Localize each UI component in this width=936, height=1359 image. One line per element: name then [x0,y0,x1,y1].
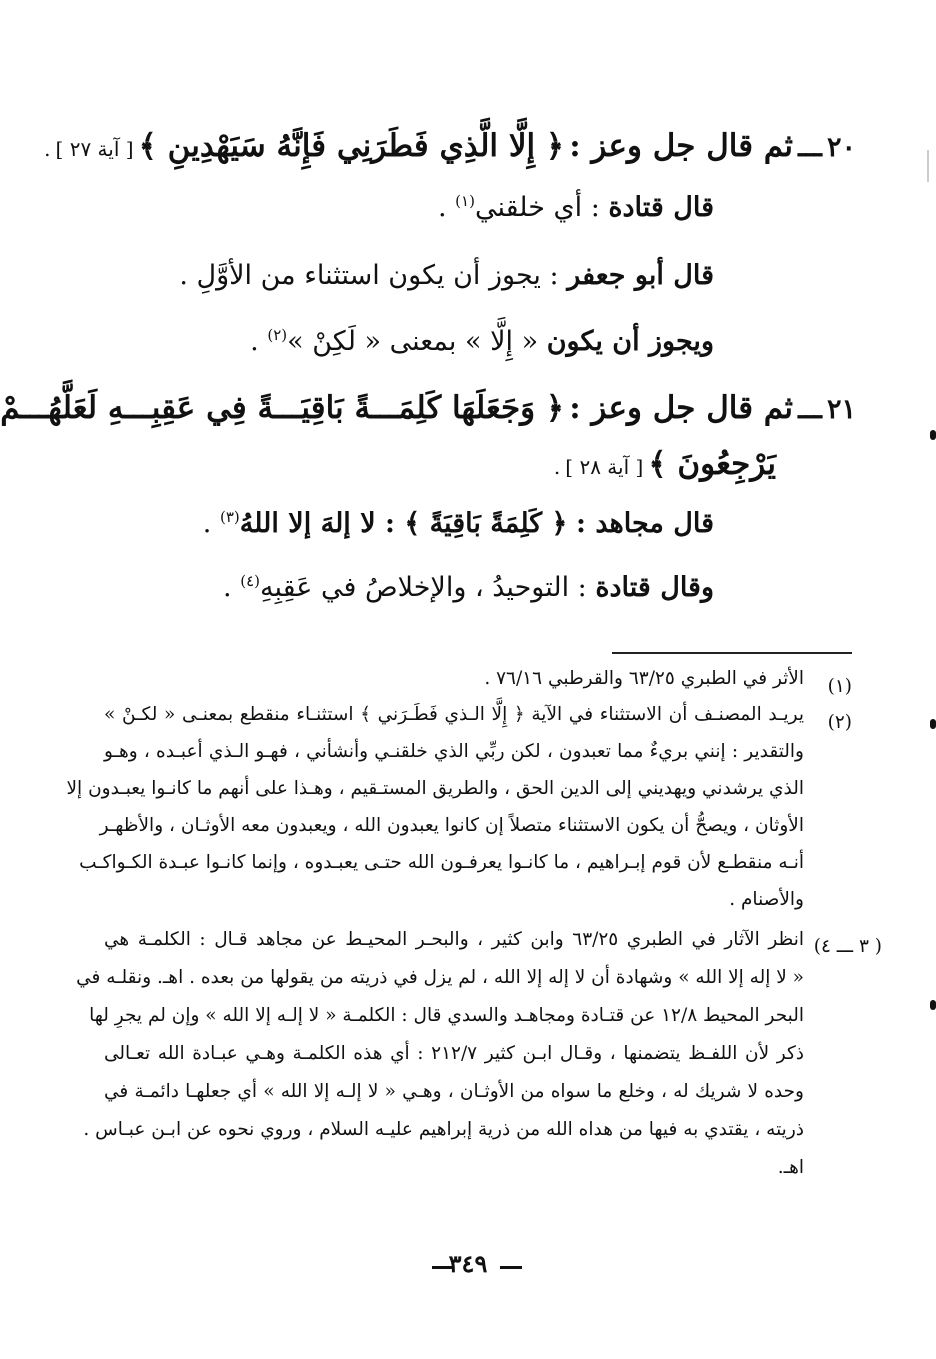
statement: ﴿ كَلِمَةً بَاقِيَةً ﴾ : لا إلهَ إلا اللهُ [239,508,568,539]
footnote-3-4-line: ذكر لأن اللفـظ يتضمنها ، وقـال ابـن كثير ٢١٢/٧ : أي هذه الكلمـة وهـي عبـادة الله تعـالى [104,1043,805,1064]
statement: « إِلَّا » بمعنى « لَكِنْ » [287,326,539,357]
speaker: قال أبو جعفر [567,260,714,291]
footnote-2-line: أنـه منقطـع لأن قوم إبـراهيم ، ما كانـوا يعرفـون الله حتـى يعبـدوه ، وإنما كانـوا عبـدة الكـواكـب [79,852,804,873]
speaker: وقال قتادة [595,572,714,603]
quran-verse-cont: يَرْجِعُونَ ﴾ [648,446,776,482]
footnote-ref: (٣) [219,508,240,526]
entry-20-heading [44,128,856,164]
entry-21-heading [0,390,856,426]
entry-21-line-2 [223,572,714,603]
entry-20-line-2 [179,260,714,291]
footnote-3-4-line: اهـ. [777,1157,804,1178]
binding-hole-mark [930,430,936,440]
footnote-3-4-line: « لا إله إلا الله » وشهادة أن لا إله إلا الله ، لم يزل في ذريته من يقولها من بعده . اهـ. ونقلـه في [76,967,804,988]
footnote-1-line: الأثر في الطبري ٦٣/٢٥ والقرطبي ٧٦/١٦ . [484,668,804,689]
entry-21-heading-cont [554,446,776,482]
sentence-end: . [44,137,51,161]
page-number-dash-right [500,1266,522,1269]
entry-21-line-1 [203,508,714,539]
footnote-separator [612,652,852,654]
sentence-end: . [250,326,259,357]
quran-verse: ﴿ وَجَعَلَهَا كَلِمَـــةً بَاقِيَـــةً فِي عَقِبِـــهِ لَعَلَّهُـــمْ [0,390,565,426]
footnote-3-4-line: ذريته ، يقتدي به فيها من هداه الله من ذرية إبراهيم عليـه السلام ، وروي نحوه عن ابـن عبـاس . [83,1119,804,1140]
footnote-ref: (٤) [240,572,261,590]
speaker: قال مجاهد : [575,508,714,539]
binding-hole-mark [930,1000,936,1010]
footnote-2-line: والتقدير : إنني بريءٌ مما تعبدون ، لكن ربِّي الذي خلقنـي وأنشأني ، فهـو الـذي أعبـده ، وهـو [104,741,804,762]
entry-dash: ـــ [798,394,822,425]
verse-reference: [ آية ٢٨ ] [565,455,644,479]
footnote-2-line: يريـد المصنـف أن الاستثناء في الآية ﴿ إِلَّا الـذي فَطَـرَني ﴾ استثنـاء منقطع بمعنـى « لكـنْ » [104,704,804,725]
entry-number: ٢١ [826,394,856,425]
sentence-end: . [553,455,561,479]
quran-verse: ﴿ إِلَّا الَّذِي فَطَرَنِي فَإِنَّهُ سَيَهْدِينِ ﴾ [138,128,565,164]
scan-edge-mark [927,150,929,182]
sentence-end: . [437,192,447,223]
footnote-3-4-line: وحده لا شريك له ، وخلع ما سواه من الأوثـان ، وهـي « لا إلـه إلا الله » أي جعلهـا دائمـة في [104,1081,804,1102]
entry-intro: ثم قال جل وعز : [569,390,794,426]
binding-hole-mark [930,719,936,729]
entry-dash: ـــ [798,132,822,163]
footnote-ref: (١) [455,192,475,210]
footnote-2-line: الذي يرشدني ويهديني إلى الدين الحق ، والطريق المستـقيم ، وهـذا على أنهم ما كانـوا يعبـدون إلا [66,778,804,799]
footnote-3-4-line: انظر الآثار في الطبري ٦٣/٢٥ وابن كثير ، والبحـر المحيـط عن مجاهد قـال : الكلمـة هي [104,929,804,950]
sentence-end: . [223,572,232,603]
sentence-end: . [202,508,212,539]
page-number: ٣٤٩ [448,1249,488,1278]
footnote-number: (٢) [827,712,852,733]
footnote-ref: (٢) [267,326,288,344]
footnote-2-line: والأصنام . [729,889,804,910]
entry-number: ٢٠ [826,132,856,163]
statement: : التوحيدُ ، والإخلاصُ في عَقِبِهِ [260,572,587,603]
footnote-2-line: الأوثان ، ويصحُّ أن يكون الاستثناء متصلاً إن كانوا يعبدون الله ، ويعبدون معه الأوثـان ، والأظهـر [99,815,804,836]
entry-20-line-3 [250,326,714,357]
speaker: قال قتادة [608,192,714,223]
speaker: ويجوز أن يكون [546,326,714,357]
footnote-number: (١) [827,676,852,697]
entry-20-line-1 [438,192,714,223]
footnote-3-4-line: البحر المحيط ١٢/٨ عن قتـادة ومجاهـد والسدي قال : الكلمـة « لا إلـه إلا الله » وإن لم يجرِ لها [89,1005,804,1026]
entry-intro: ثم قال جل وعز : [569,128,794,164]
statement: : يجوز أن يكون استثناء من الأوَّلِ . [179,260,559,291]
footnote-number: ( ٣ ـــ ٤) [813,936,882,957]
verse-reference: [ آية ٢٧ ] [55,137,134,161]
statement: : أي خلقني [474,192,600,223]
